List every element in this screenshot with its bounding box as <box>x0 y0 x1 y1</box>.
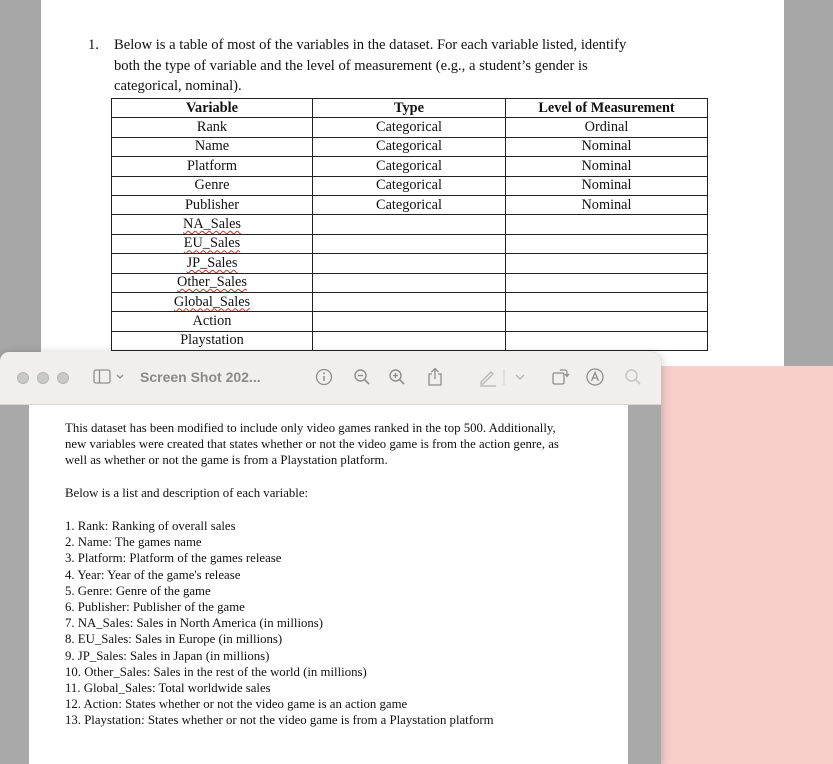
cell-level <box>506 292 708 311</box>
cell-variable-text: Genre <box>194 177 230 194</box>
cell-level <box>506 195 708 214</box>
question-line: Below is a table of most of the variables in the dataset. For each variable listed, identify <box>114 37 627 53</box>
cell-variable-text: Rank <box>196 119 228 136</box>
variable-list-item: 6. Publisher: Publisher of the game <box>65 600 245 614</box>
cell-variable-text: Other_Sales <box>177 274 247 291</box>
cell-type <box>313 273 506 292</box>
minimize-button[interactable] <box>37 372 49 384</box>
document-page <box>41 0 784 366</box>
preview-window <box>0 352 661 764</box>
question-number: 1. <box>88 37 99 53</box>
table-row <box>112 137 708 156</box>
variable-list-item: 5. Genre: Genre of the game <box>65 583 211 598</box>
table-row <box>112 195 708 214</box>
cell-variable <box>112 254 313 273</box>
cell-level-text: Nominal <box>581 196 632 213</box>
variables-table <box>111 98 708 351</box>
cell-variable <box>112 176 313 195</box>
cell-variable-text: NA_Sales <box>183 216 241 233</box>
search-icon[interactable] <box>622 366 644 388</box>
markup-pen-icon[interactable] <box>477 366 499 388</box>
cell-type <box>313 234 506 253</box>
cell-level <box>506 157 708 176</box>
rotate-icon[interactable] <box>549 366 571 388</box>
cell-level-text: Nominal <box>581 138 632 155</box>
variable-list-item: 1. Rank: Ranking of overall sales <box>65 519 236 533</box>
table-row <box>112 273 708 292</box>
table-row <box>112 312 708 331</box>
header-variable: Variable <box>112 99 313 118</box>
variable-list-item: 9. JP_Sales: Sales in Japan (in millions) <box>65 648 270 663</box>
cell-type <box>313 176 506 195</box>
question-line: both the type of variable and the level of measurement (e.g., a student’s gender is <box>114 58 588 74</box>
cell-level <box>506 273 708 292</box>
cell-level-text: Ordinal <box>584 119 629 136</box>
annotate-icon[interactable] <box>584 366 606 388</box>
cell-variable <box>112 118 313 137</box>
cell-variable-text: Name <box>194 138 230 155</box>
variable-list-item: 4. Year: Year of the game's release <box>65 567 241 582</box>
cell-variable <box>112 292 313 311</box>
table-row <box>112 234 708 253</box>
cell-level <box>506 331 708 350</box>
cell-type <box>313 195 506 214</box>
variable-list-item: 10. Other_Sales: Sales in the rest of the world (in millions) <box>65 664 367 679</box>
cell-level <box>506 118 708 137</box>
cell-variable <box>112 234 313 253</box>
cell-type <box>313 292 506 311</box>
cell-type <box>313 312 506 331</box>
sidebar-icon[interactable] <box>92 366 128 388</box>
cell-variable <box>112 137 313 156</box>
cell-type <box>313 215 506 234</box>
cell-type-text: Categorical <box>376 157 442 174</box>
cell-variable-text: Publisher <box>184 196 239 213</box>
window-title: Screen Shot 202... <box>140 369 261 385</box>
cell-type <box>313 137 506 156</box>
zoom-out-icon[interactable] <box>351 366 373 388</box>
cell-type-text: Categorical <box>376 177 442 194</box>
cell-variable-text: Action <box>192 312 232 329</box>
cell-variable-text: JP_Sales <box>186 254 238 271</box>
cell-level-text: Nominal <box>581 157 632 174</box>
table-row <box>112 292 708 311</box>
cell-variable-text: EU_Sales <box>183 235 241 252</box>
cell-level-text: Nominal <box>581 177 632 194</box>
table-row <box>112 215 708 234</box>
close-button[interactable] <box>17 372 29 384</box>
question-line: categorical, nominal). <box>114 78 242 94</box>
cell-variable <box>112 157 313 176</box>
cell-type <box>313 157 506 176</box>
cell-level <box>506 234 708 253</box>
cell-level <box>506 312 708 331</box>
info-icon[interactable] <box>313 366 335 388</box>
cell-level <box>506 176 708 195</box>
variable-list-item: 12. Action: States whether or not the video game is an action game <box>65 697 408 712</box>
cell-type-text: Categorical <box>376 119 442 136</box>
variable-list-item: 8. EU_Sales: Sales in Europe (in millions) <box>65 632 283 647</box>
cell-type-text: Categorical <box>376 138 442 155</box>
cell-level <box>506 254 708 273</box>
table-row <box>112 254 708 273</box>
cell-variable <box>112 312 313 331</box>
table-row <box>112 331 708 350</box>
share-icon[interactable] <box>424 366 446 388</box>
chevron-down-icon[interactable] <box>513 366 527 388</box>
table-row <box>112 118 708 137</box>
variable-list-item: 2. Name: The games name <box>65 535 202 550</box>
cell-variable <box>112 331 313 350</box>
cell-variable <box>112 195 313 214</box>
intro-line: new variables were created that states whether or not the video game is from the action genre, as <box>65 437 559 451</box>
cell-variable-text: Platform <box>186 157 238 174</box>
cell-variable <box>112 215 313 234</box>
cell-type <box>313 254 506 273</box>
variable-list-item: 11. Global_Sales: Total worldwide sales <box>65 681 271 695</box>
header-type: Type <box>313 99 506 118</box>
zoom-in-icon[interactable] <box>386 366 408 388</box>
variable-list-item: 3. Platform: Platform of the games release <box>65 551 282 566</box>
preview-page <box>29 405 628 764</box>
cell-variable <box>112 273 313 292</box>
cell-level <box>506 137 708 156</box>
markup-divider <box>500 366 514 388</box>
cell-variable-text: Global_Sales <box>173 293 251 310</box>
list-heading: Below is a list and description of each variable: <box>65 486 309 500</box>
cell-level <box>506 215 708 234</box>
variable-list-item: 7. NA_Sales: Sales in North America (in millions) <box>65 616 324 631</box>
table-header-row <box>112 99 708 118</box>
table-row <box>112 176 708 195</box>
table-row <box>112 157 708 176</box>
header-level: Level of Measurement <box>506 99 708 118</box>
zoom-button[interactable] <box>57 372 69 384</box>
variable-list-item: 13. Playstation: States whether or not the video game is from a Playstation platform <box>65 713 494 728</box>
cell-variable-text: Playstation <box>180 332 244 349</box>
cell-type <box>313 118 506 137</box>
title-bar[interactable] <box>0 352 661 405</box>
background-window <box>660 366 833 764</box>
intro-line: well as whether or not the game is from a Playstation platform. <box>65 453 388 467</box>
cell-type-text: Categorical <box>376 196 442 213</box>
intro-line: This dataset has been modified to include only video games ranked in the top 500. Additionally, <box>65 421 556 435</box>
cell-type <box>313 331 506 350</box>
